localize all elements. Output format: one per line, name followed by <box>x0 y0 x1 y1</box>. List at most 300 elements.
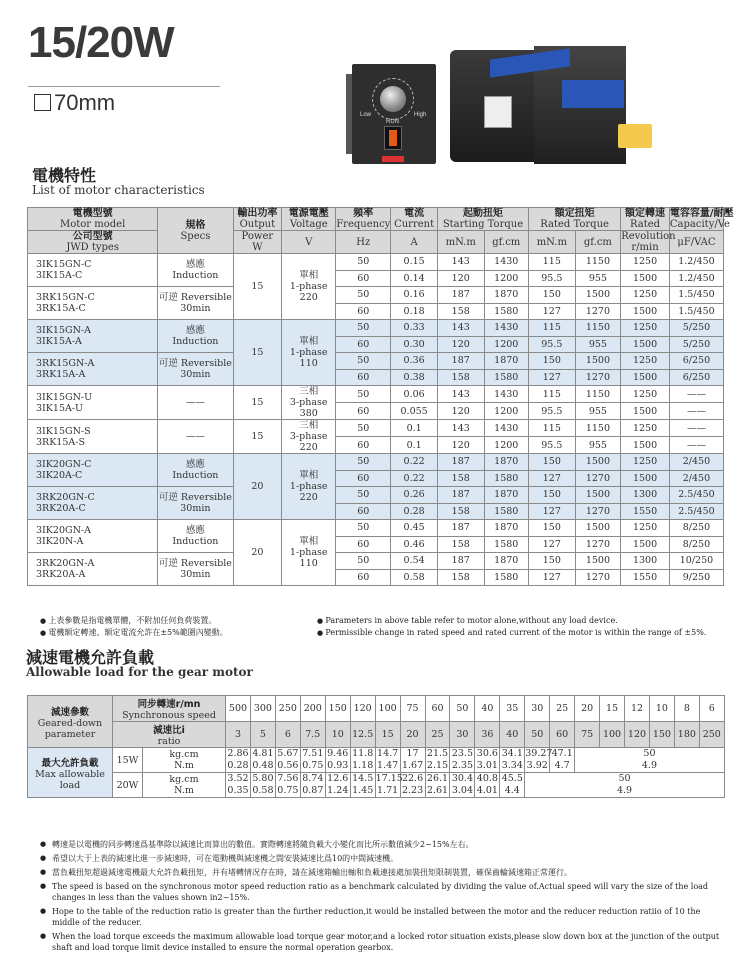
table-row <box>28 487 724 504</box>
value-cell: 1580 <box>484 569 528 586</box>
value-cell: 60 <box>336 369 391 386</box>
speed-cell: 12 <box>625 696 650 722</box>
value-cell: 1500 <box>621 336 670 353</box>
value-cell: 50 <box>336 353 391 370</box>
load-kg: 12.6 <box>327 773 349 784</box>
section1-title-cn: 電機特性 <box>32 166 97 185</box>
value-cell: 120 <box>437 270 484 287</box>
value-cell: 187 <box>437 454 484 471</box>
load-kg: 26.1 <box>426 773 449 784</box>
value-cell: 1200 <box>484 403 528 420</box>
specs-text: 30min <box>180 503 211 514</box>
model-cell <box>28 520 158 553</box>
model-name: 3RK15A-A <box>36 369 86 380</box>
load-kg: 5.67 <box>277 748 299 759</box>
load-value-cell <box>226 748 251 773</box>
value-cell: 2.5/450 <box>669 487 723 504</box>
square-icon <box>34 94 51 111</box>
note2-cn-2: ● 希望以大于上表的減速比進一步減速時，可在電動機與減速機之間安裝減速比爲10的中間減速機。 <box>40 853 730 864</box>
table-row <box>28 353 724 370</box>
th-output-unit: Power W <box>233 231 282 254</box>
note-en-1: ● Parameters in above table refer to motor alone,without any load device. <box>317 615 706 627</box>
value-cell: 1580 <box>484 303 528 320</box>
value-cell: 1870 <box>484 353 528 370</box>
th-start-gf: gf.cm <box>484 231 528 254</box>
value-cell: 1200 <box>484 437 528 454</box>
th-model: 電機型號 Motor model <box>28 208 158 231</box>
note2-cn-3: ● 當負載扭矩超過減速電機最大允許負載扭矩，并有堵轉情况存在時，請在減速箱輸出軸和負載連接處加裝扭矩限制裝置，確保齒輪減速箱正常運行。 <box>40 867 730 878</box>
note2-en-3: ● When the load torque exceeds the maximum allowable load torque gear motor,and a locked rotor situation exists,please slow down box at the junction of the output shaft and load torque limit device installed to ensure the normal operation gearbox. <box>40 931 730 953</box>
value-cell: 50 <box>336 287 391 304</box>
load-kg: 17.15 <box>375 773 403 784</box>
load-nm: 0.58 <box>252 785 274 796</box>
th-capacity-unit: μF/VAC <box>669 231 723 254</box>
value-cell: 1870 <box>484 553 528 570</box>
speed-cell: 120 <box>350 696 375 722</box>
param-en1: Geared-down <box>37 717 103 729</box>
load-nm: 0.48 <box>252 760 274 771</box>
ratio-cell: 3 <box>226 722 251 748</box>
load-nm: 4.01 <box>476 785 498 796</box>
speed-controller-image <box>352 64 436 164</box>
power-cell: 15W <box>113 748 143 773</box>
model-name: 3RK20GN-C <box>36 492 95 503</box>
specs-text: 感應 <box>185 525 205 536</box>
gear-motor-image <box>450 40 650 164</box>
load-nm: 0.75 <box>277 785 299 796</box>
value-cell: 115 <box>529 386 576 403</box>
value-cell: 0.45 <box>391 520 438 537</box>
value-cell: 120 <box>437 437 484 454</box>
load-row <box>28 748 725 773</box>
voltage-text: 1-phase <box>289 481 328 492</box>
th-voltage: 電源電壓 Voltage <box>282 208 336 231</box>
value-cell: 143 <box>437 254 484 271</box>
value-cell: 0.36 <box>391 353 438 370</box>
value-cell: 127 <box>529 569 576 586</box>
ratio-cell: 15 <box>375 722 400 748</box>
load-kg: 39.27 <box>525 748 553 759</box>
load-max-kg: 50 <box>618 773 631 784</box>
load-value-cell <box>300 773 325 798</box>
value-cell: 1500 <box>621 470 670 487</box>
load-kg: 23.5 <box>451 748 473 759</box>
value-cell: 60 <box>336 536 391 553</box>
value-cell: 1500 <box>621 437 670 454</box>
ratio-cell: 5 <box>250 722 275 748</box>
note2-cn-1: ● 轉速是以電機的同步轉速爲基準除以減速比而算出的數值。實際轉速將隨負載大小變化而比所示數值減少2~15%左右。 <box>40 839 730 850</box>
value-cell: 1.2/450 <box>669 270 723 287</box>
value-cell: 0.22 <box>391 470 438 487</box>
load-nm: 3.92 <box>526 760 548 771</box>
value-cell: 1870 <box>484 520 528 537</box>
model-cell <box>28 487 158 520</box>
load-kg: 30.4 <box>451 773 473 784</box>
speed-cell: 150 <box>325 696 350 722</box>
speed-cell: 35 <box>500 696 525 722</box>
value-cell: 1150 <box>575 254 621 271</box>
model-name: 3IK20GN-A <box>36 525 91 536</box>
value-cell: 6/250 <box>669 353 723 370</box>
value-cell: 2/450 <box>669 470 723 487</box>
value-cell: 158 <box>437 303 484 320</box>
value-cell: 1.5/450 <box>669 303 723 320</box>
param-label <box>28 696 113 748</box>
th-frequency-unit: Hz <box>336 231 391 254</box>
load-kg: 7.51 <box>302 748 324 759</box>
specs-text: —— <box>185 397 205 408</box>
value-cell: 8/250 <box>669 520 723 537</box>
unit-nm: N.m <box>174 760 194 771</box>
sync-cn: 同步轉速r/mn <box>137 699 201 710</box>
load-nm: 0.35 <box>227 785 249 796</box>
table-row <box>28 520 724 537</box>
output-cell: 20 <box>233 520 282 586</box>
load-nm: 1.24 <box>327 785 349 796</box>
value-cell: 150 <box>529 287 576 304</box>
value-cell: 1500 <box>621 270 670 287</box>
unit-kg: kg.cm <box>169 774 199 785</box>
value-cell: 1270 <box>575 503 621 520</box>
knob-low-label: Low <box>360 112 372 118</box>
value-cell: 1870 <box>484 454 528 471</box>
sync-label <box>113 696 226 722</box>
value-cell: 1270 <box>575 303 621 320</box>
value-cell: 60 <box>336 470 391 487</box>
power-cell: 20W <box>113 773 143 798</box>
value-cell: 1150 <box>575 420 621 437</box>
load-value-cell <box>500 773 525 798</box>
th-start-nm: mN.m <box>437 231 484 254</box>
value-cell: 1.2/450 <box>669 254 723 271</box>
table-row <box>28 454 724 471</box>
voltage-text: 380 <box>299 408 318 419</box>
value-cell: 0.58 <box>391 569 438 586</box>
voltage-text: 1-phase <box>289 347 328 358</box>
ratio-cell: 30 <box>450 722 475 748</box>
th-frequency: 頻率 Frequency <box>336 208 391 230</box>
speed-cell: 6 <box>699 696 724 722</box>
ratio-cell: 180 <box>674 722 699 748</box>
ratio-cell: 10 <box>325 722 350 748</box>
value-cell: 1.5/450 <box>669 287 723 304</box>
note2-en-2: ● Hope to the table of the reduction ratio is greater than the further reduction,it would be installed between the motor and the reducer reduction ratiio of 10 the middle of the reducer. <box>40 906 730 928</box>
notes2 <box>40 839 730 956</box>
knob-high-label: High <box>414 112 427 118</box>
value-cell: 1500 <box>575 287 621 304</box>
value-cell: 0.33 <box>391 320 438 337</box>
load-en1: Max allowable <box>35 768 105 780</box>
value-cell: 50 <box>336 420 391 437</box>
table-row <box>28 320 724 337</box>
value-cell: 50 <box>336 520 391 537</box>
value-cell: —— <box>669 403 723 420</box>
ratio-cell: 6 <box>275 722 300 748</box>
value-cell: 158 <box>437 536 484 553</box>
value-cell: 1500 <box>575 454 621 471</box>
value-cell: 60 <box>336 303 391 320</box>
speed-cell: 30 <box>525 696 550 722</box>
value-cell: 115 <box>529 254 576 271</box>
load-label <box>28 748 113 798</box>
output-cell: 15 <box>233 254 282 320</box>
output-shaft-icon <box>618 124 652 148</box>
value-cell: 1500 <box>575 487 621 504</box>
title-divider <box>28 86 220 87</box>
value-cell: 0.06 <box>391 386 438 403</box>
value-cell: 60 <box>336 270 391 287</box>
ratio-cell: 120 <box>625 722 650 748</box>
value-cell: 1580 <box>484 536 528 553</box>
value-cell: 10/250 <box>669 553 723 570</box>
load-nm: 3.34 <box>501 760 523 771</box>
value-cell: 1550 <box>621 569 670 586</box>
value-cell: 1500 <box>621 536 670 553</box>
load-value-cell <box>300 748 325 773</box>
value-cell: 50 <box>336 553 391 570</box>
value-cell: 50 <box>336 254 391 271</box>
value-cell: 1250 <box>621 353 670 370</box>
specs-text: Induction <box>172 336 219 347</box>
specs-text: 感應 <box>185 325 205 336</box>
value-cell: 158 <box>437 503 484 520</box>
value-cell: 0.22 <box>391 454 438 471</box>
value-cell: 1580 <box>484 503 528 520</box>
value-cell: 50 <box>336 487 391 504</box>
speed-cell: 500 <box>226 696 251 722</box>
value-cell: 187 <box>437 553 484 570</box>
value-cell: 127 <box>529 536 576 553</box>
load-kg: 8.74 <box>302 773 324 784</box>
load-kg: 14.5 <box>352 773 374 784</box>
th-speed-unit: Revolution r/min <box>621 231 676 253</box>
specs-text: 可逆 Reversible <box>158 558 232 569</box>
load-kg: 2.86 <box>227 748 249 759</box>
output-cell: 15 <box>233 420 282 454</box>
load-nm: 3.01 <box>476 760 498 771</box>
value-cell: 187 <box>437 520 484 537</box>
value-cell: 1430 <box>484 420 528 437</box>
value-cell: 143 <box>437 386 484 403</box>
speed-cell: 75 <box>400 696 425 722</box>
load-value-cell <box>375 748 400 773</box>
value-cell: 0.18 <box>391 303 438 320</box>
th-specs: 規格 Specs <box>158 208 233 254</box>
voltage-text: 110 <box>299 558 318 569</box>
model-name: 3RK20GN-A <box>36 558 95 569</box>
note-cn-2: ● 電機額定轉速、額定電流允許在±5%範圍內變動。 <box>40 627 228 639</box>
load-nm: 2.61 <box>426 785 449 796</box>
value-cell: 60 <box>336 403 391 420</box>
value-cell: 158 <box>437 369 484 386</box>
value-cell: 0.16 <box>391 287 438 304</box>
speed-cell: 20 <box>575 696 600 722</box>
param-en2: parameter <box>44 728 96 740</box>
load-value-cell <box>425 748 450 773</box>
output-cell: 20 <box>233 454 282 520</box>
value-cell: 0.1 <box>391 437 438 454</box>
load-nm: 3.04 <box>451 785 473 796</box>
load-kg: 45.5 <box>501 773 523 784</box>
load-value-cell <box>375 773 403 798</box>
speed-cell: 8 <box>674 696 699 722</box>
power-switch-icon <box>384 126 402 150</box>
value-cell: 1580 <box>484 369 528 386</box>
value-cell: 955 <box>575 336 621 353</box>
th-output: 輸出功率 Output <box>233 208 282 231</box>
value-cell: 1500 <box>621 403 670 420</box>
specs-text: 可逆 Reversible <box>158 358 232 369</box>
load-kg: 22.6 <box>401 773 424 784</box>
value-cell: 0.46 <box>391 536 438 553</box>
th-starting-torque: 起動扭矩 Starting Torque <box>437 208 528 231</box>
th-current: 電流 Current <box>391 208 438 231</box>
speed-cell: 300 <box>250 696 275 722</box>
motor-characteristics-table <box>27 207 734 586</box>
voltage-text: 1-phase <box>289 547 328 558</box>
value-cell: 1300 <box>621 553 670 570</box>
load-kg: 17 <box>406 748 419 759</box>
load-value-cell <box>275 773 300 798</box>
value-cell: 0.055 <box>391 403 438 420</box>
value-cell: 1270 <box>575 536 621 553</box>
value-cell: 1870 <box>484 487 528 504</box>
ratio-cell: 40 <box>500 722 525 748</box>
value-cell: 5/250 <box>669 336 723 353</box>
th-voltage-unit: V <box>282 231 336 254</box>
note2-en-1: ● The speed is based on the synchronous motor speed reduction ratio as a benchmark calculated by dividing the value of.Actual speed will vary the size of the load changes in less than the values shown in2~15%. <box>40 881 730 903</box>
specs-cell <box>158 487 233 520</box>
ratio-en: ratio <box>157 736 181 747</box>
specs-text: Induction <box>172 270 219 281</box>
specs-text: Induction <box>172 536 219 547</box>
model-cell <box>28 320 158 353</box>
value-cell: 0.1 <box>391 420 438 437</box>
voltage-text: 三相 <box>299 386 319 397</box>
th-rated-gf: gf.cm <box>575 231 621 254</box>
value-cell: 8/250 <box>669 536 723 553</box>
value-cell: 150 <box>529 487 576 504</box>
value-cell: 1250 <box>621 454 670 471</box>
value-cell: 150 <box>529 520 576 537</box>
value-cell: 50 <box>336 454 391 471</box>
load-value-cell <box>550 748 575 773</box>
sync-en: Synchronous speed <box>122 710 216 721</box>
voltage-text: 單相 <box>299 536 319 547</box>
value-cell: 143 <box>437 420 484 437</box>
speed-cell: 200 <box>300 696 325 722</box>
value-cell: 187 <box>437 287 484 304</box>
speed-cell: 15 <box>600 696 625 722</box>
value-cell: 955 <box>575 437 621 454</box>
value-cell: 1500 <box>575 553 621 570</box>
value-cell: 1870 <box>484 287 528 304</box>
load-kg: 5.80 <box>252 773 274 784</box>
load-value-cell <box>450 748 475 773</box>
ratio-cell: 60 <box>550 722 575 748</box>
value-cell: 1500 <box>621 369 670 386</box>
speed-cell: 25 <box>550 696 575 722</box>
value-cell: 95.5 <box>529 403 576 420</box>
value-cell: 1270 <box>575 470 621 487</box>
model-cell <box>28 386 158 420</box>
model-name: 3IK15A-U <box>36 402 84 414</box>
load-nm: 1.45 <box>352 785 374 796</box>
specs-cell <box>158 520 233 553</box>
load-value-cell <box>350 748 375 773</box>
speed-cell: 10 <box>649 696 674 722</box>
value-cell: 127 <box>529 303 576 320</box>
value-cell: 1150 <box>575 320 621 337</box>
ratio-cell: 36 <box>475 722 500 748</box>
voltage-cell <box>282 320 336 386</box>
value-cell: 0.26 <box>391 487 438 504</box>
specs-cell <box>158 454 233 487</box>
load-nm: 0.87 <box>302 785 324 796</box>
value-cell: 95.5 <box>529 336 576 353</box>
value-cell: —— <box>669 420 723 437</box>
model-name: 3IK15GN-C <box>36 259 92 270</box>
model-cell <box>28 420 158 454</box>
section2-title-cn: 減速電機允許負載 <box>26 648 155 667</box>
value-cell: 1300 <box>621 487 670 504</box>
load-nm: 1.67 <box>401 760 424 771</box>
voltage-text: 220 <box>299 442 318 453</box>
value-cell: 60 <box>336 569 391 586</box>
specs-cell <box>158 353 233 386</box>
value-cell: 95.5 <box>529 270 576 287</box>
model-cell <box>28 553 158 586</box>
load-nm: 4.4 <box>504 785 520 796</box>
speed-knob-icon <box>380 86 406 112</box>
value-cell: 115 <box>529 420 576 437</box>
load-nm: 4.7 <box>554 760 570 771</box>
model-name: 3RK20A-C <box>36 503 86 514</box>
value-cell: 2.5/450 <box>669 503 723 520</box>
value-cell: 50 <box>336 386 391 403</box>
load-value-cell <box>525 748 553 773</box>
load-value-cell <box>400 748 425 773</box>
load-value-cell <box>275 748 300 773</box>
load-kg: 7.56 <box>277 773 299 784</box>
value-cell: 1250 <box>621 520 670 537</box>
voltage-text: 110 <box>299 358 318 369</box>
voltage-cell <box>282 254 336 320</box>
value-cell: 60 <box>336 503 391 520</box>
ratio-cell: 7.5 <box>300 722 325 748</box>
specs-cell <box>158 386 233 420</box>
output-cell: 15 <box>233 320 282 386</box>
model-cell <box>28 353 158 386</box>
model-name: 3IK15GN-U <box>36 391 93 403</box>
run-label: RUN <box>386 119 399 125</box>
ratio-cell: 75 <box>575 722 600 748</box>
ratio-cell: 100 <box>600 722 625 748</box>
value-cell: 187 <box>437 487 484 504</box>
unit-cell <box>143 773 226 798</box>
load-nm: 0.28 <box>227 760 249 771</box>
th-rated-nm: mN.m <box>529 231 576 254</box>
load-value-cell <box>250 773 275 798</box>
value-cell: 955 <box>575 403 621 420</box>
load-value-cell <box>450 773 475 798</box>
specs-text: —— <box>185 431 205 442</box>
ratio-row <box>28 722 725 748</box>
load-value-cell <box>325 773 350 798</box>
model-name: 3RK15GN-A <box>36 358 95 369</box>
th-current-unit: A <box>391 231 438 254</box>
table-row <box>28 254 724 271</box>
